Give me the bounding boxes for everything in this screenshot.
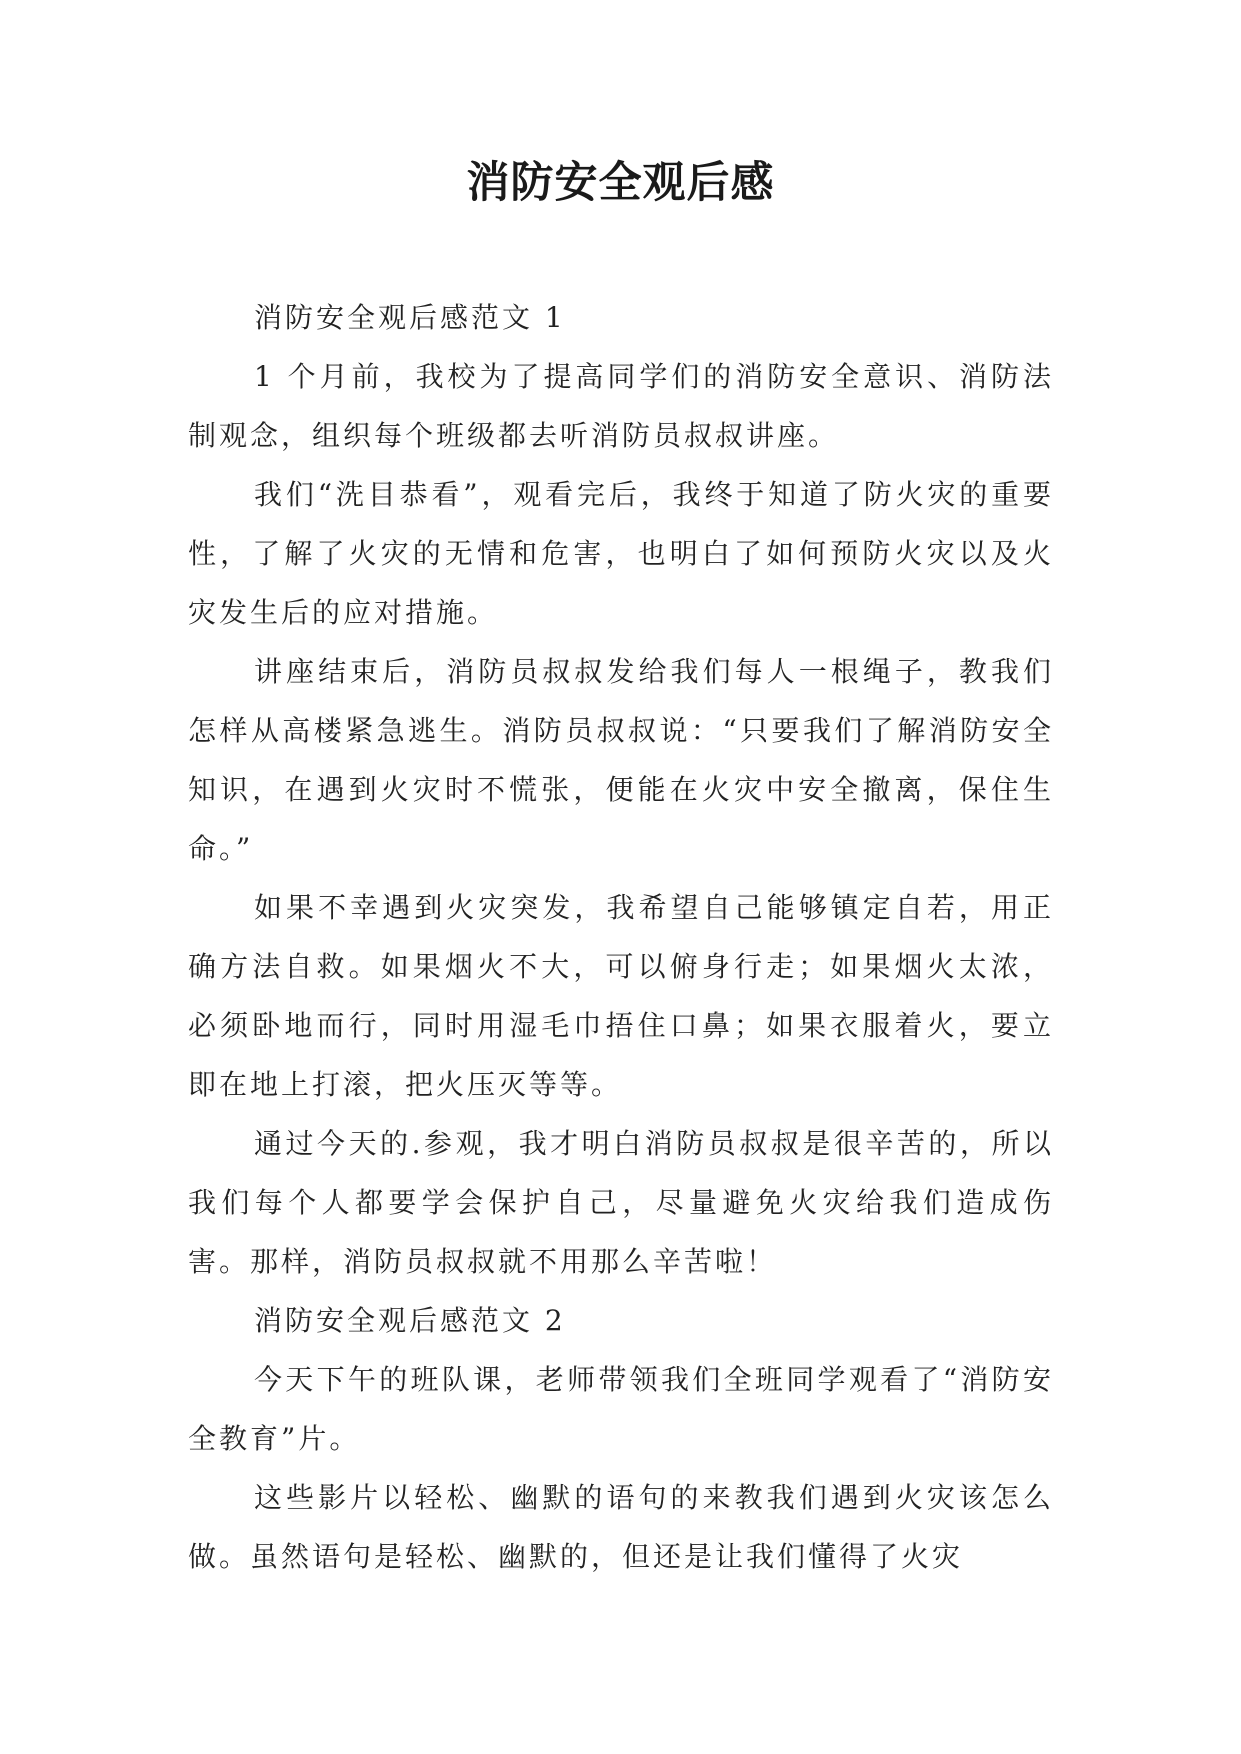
section-heading-1: 消防安全观后感范文 1 [254,301,566,334]
paragraph: 讲座结束后，消防员叔叔发给我们每人一根绳子，教我们怎样从高楼紧急逃生。消防员叔叔说：“只要我们了解消防安全知识，在遇到火灾时不慌张，便能在火灾中安全撤离，保住生命。” [188,655,1054,865]
paragraph: 通过今天的.参观，我才明白消防员叔叔是很辛苦的，所以我们每个人都要学会保护自己，尽量避免火灾给我们造成伤害。那样，消防员叔叔就不用那么辛苦啦！ [188,1127,1054,1278]
paragraph: 我们“洗目恭看”，观看完后，我终于知道了防火灾的重要性，了解了火灾的无情和危害，也明白了如何预防火灾以及火灾发生后的应对措施。 [188,478,1054,629]
paragraph: 如果不幸遇到火灾突发，我希望自己能够镇定自若，用正确方法自救。如果烟火不大，可以俯身行走；如果烟火太浓，必须卧地而行，同时用湿毛巾捂住口鼻；如果衣服着火，要立即在地上打滚，把火压灭等等。 [188,891,1054,1101]
document-title: 消防安全观后感 [466,158,775,208]
paragraph: 1 个月前，我校为了提高同学们的消防安全意识、消防法制观念，组织每个班级都去听消防员叔叔讲座。 [188,360,1054,452]
section-heading-2: 消防安全观后感范文 2 [254,1304,566,1337]
paragraph: 今天下午的班队课，老师带领我们全班同学观看了“消防安全教育”片。 [188,1363,1054,1455]
paragraph: 这些影片以轻松、幽默的语句的来教我们遇到火灾该怎么做。虽然语句是轻松、幽默的，但还是让我们懂得了火灾 [188,1481,1054,1573]
document-body [188,288,1054,1586]
